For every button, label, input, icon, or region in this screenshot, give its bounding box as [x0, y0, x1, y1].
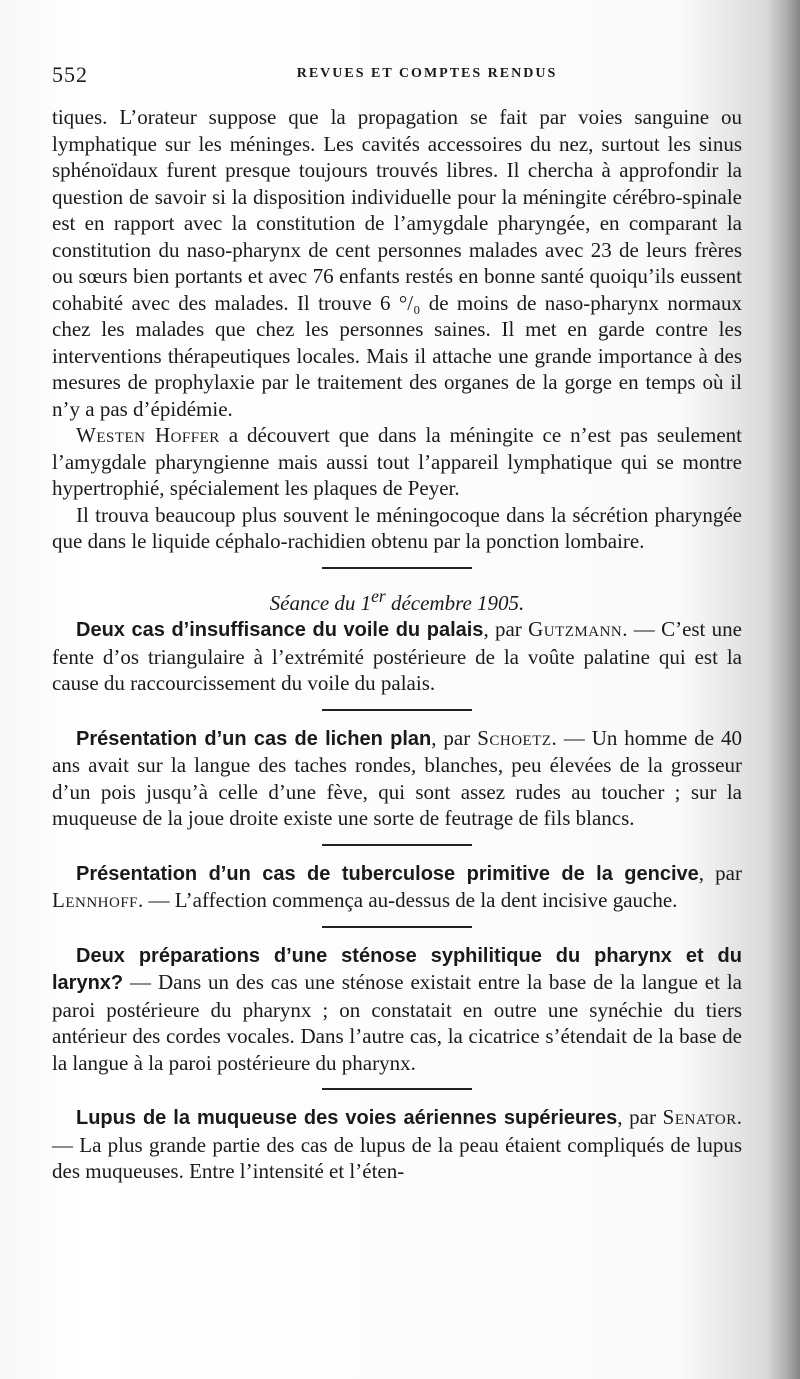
- session-sup: er: [371, 585, 386, 606]
- author-westen-hoffer: Westen Hoffer: [76, 423, 220, 447]
- section-2-text: . — Un homme de 40 ans avait sur la langue des taches rondes, blanches, peu élevées de la grosseur d’un pois jusqu’à celle d’une fève, qui sont assez rudes au toucher ; sur la muqueuse de la joue droite existe une sorte de feutrage de fils blancs.: [52, 725, 742, 830]
- running-title: REVUES ET COMPTES RENDUS: [296, 66, 558, 81]
- section-1: [52, 616, 742, 697]
- section-3-text: . — L’affection commença au-dessus de la dent incisive gauche.: [138, 888, 678, 912]
- section-2: [52, 725, 742, 832]
- section-3: [52, 860, 742, 914]
- author-gutzmann: Gutzmann: [528, 617, 623, 641]
- paragraph-1: tiques. L’orateur suppose que la propagation se fait par voies sanguine ou lymphatique sur les méninges. Les cavités accessoires du nez, surtout les sinus sphénoïdaux furent presque toujours trouvés libres. Il chercha à approfondir la question de savoir si la disposition individuelle pour la méningite cérébro-spinale est en rapport avec la constitution de l’amygdale pharyngée, en comparant la constitution du naso-pharynx de cent personnes malades avec 23 de leurs frères ou sœurs bien portants et avec 76 enfants restés en bonne santé quoiqu’ils eussent cohabité avec des malades. Il trouve 6 °/₀ de moins de naso-pharynx normaux chez les malades que chez les personnes saines. Il met en garde contre les interventions thérapeutiques locales. Mais il attache une grande importance à des mesures de prophylaxie par le traitement des organes de la gorge en temps où il n’y a pas d’épidémie.: [52, 105, 742, 421]
- paragraph-2: [52, 422, 742, 502]
- section-3-title: Présentation d’un cas de tuberculose primitive de la gencive: [76, 862, 699, 885]
- author-lennhoff: Lennhoff: [52, 888, 139, 912]
- separator-rule: [322, 926, 472, 928]
- section-2-title: Présentation d’un cas de lichen plan: [76, 727, 432, 750]
- separator-rule: [322, 1088, 472, 1090]
- separator-rule: [322, 844, 472, 846]
- session-heading: [52, 583, 742, 617]
- section-4: [52, 942, 742, 1077]
- separator-rule: [322, 709, 472, 711]
- author-senator: Senator: [662, 1105, 737, 1129]
- session-prefix: Séance du 1: [269, 590, 372, 615]
- section-1-title: Deux cas d’insuffisance du voile du palais: [76, 619, 484, 641]
- section-5-par: , par: [617, 1105, 663, 1129]
- author-schoetz: Schoetz: [477, 725, 552, 750]
- section-2-par: , par: [431, 725, 478, 750]
- section-5-text: . — La plus grande partie des cas de lupus de la peau étaient compliqués de lupus des muqueuses. Entre l’intensité et l’éten-: [52, 1105, 742, 1183]
- section-1-par: , par: [483, 617, 529, 641]
- separator-rule: [322, 567, 472, 569]
- page-edge-shadow: [766, 0, 800, 1379]
- page-body: [52, 104, 742, 1185]
- section-3-par: , par: [698, 860, 742, 885]
- session-suffix: décembre 1905.: [385, 590, 525, 615]
- page-header: [52, 62, 742, 92]
- page-number: 552: [52, 62, 88, 87]
- paragraph-2-text: a découvert que dans la méningite ce n’est pas seulement l’amygdale pharyngienne mais aussi tout l’appareil lymphatique qui se montre hypertrophié, spécialement les plaques de Peyer.: [52, 423, 742, 500]
- section-4-text: — Dans un des cas une sténose existait entre la base de la langue et la paroi postérieure du pharynx ; on constatait en outre une synéchie du tiers antérieur des cordes vocales. Dans l’autre cas, la cicatrice s’étendait de la base de la langue à la paroi postérieure du pharynx.: [52, 970, 742, 1075]
- paragraph-3: Il trouva beaucoup plus souvent le méningocoque dans la sécrétion pharyngée que dans le liquide céphalo-rachidien obtenu par la ponction lombaire.: [52, 502, 742, 553]
- section-1-text: . — C’est une fente d’os triangulaire à l’extrémité postérieure de la voûte palatine qui est la cause du raccourcissement du voile du palais.: [52, 617, 742, 695]
- section-4-title: Deux préparations d’une sténose syphilitique du pharynx et du larynx?: [52, 944, 742, 994]
- section-5-title: Lupus de la muqueuse des voies aériennes supérieures: [76, 1107, 618, 1129]
- section-5: [52, 1104, 742, 1185]
